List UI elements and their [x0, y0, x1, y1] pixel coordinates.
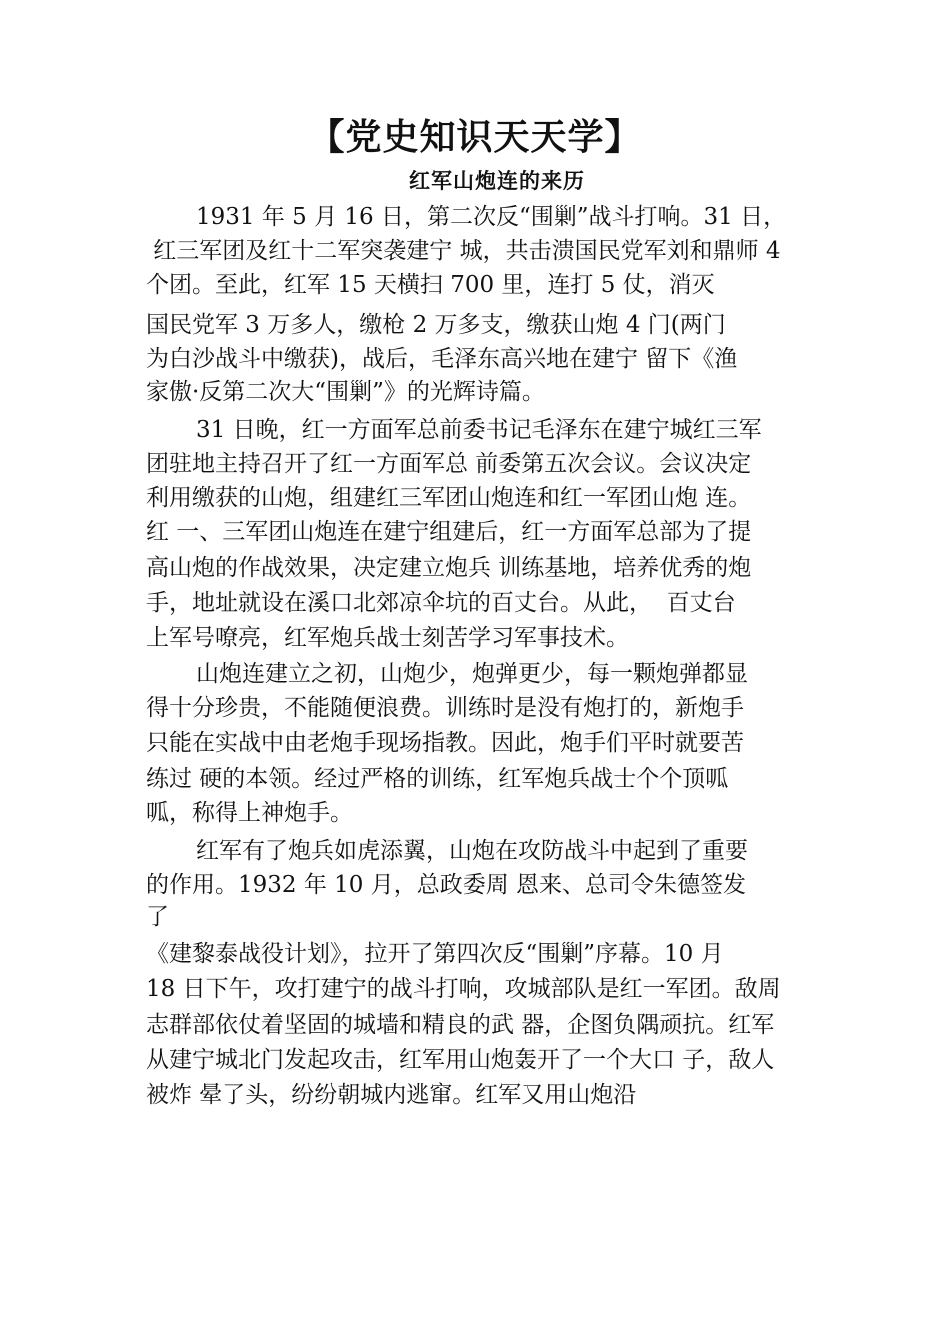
text-line: 呱，称得上神炮手。: [146, 800, 353, 826]
document-title: 【党史知识天天学】: [308, 117, 642, 158]
text-line: 利用缴获的山炮，组建红三军团山炮连和红一军团山炮 连。: [146, 485, 752, 511]
text-line: 的作用。1932 年 10 月，总政委周 恩来、总司令朱德签发: [146, 872, 747, 898]
text-line: 只能在实战中由老炮手现场指教。因此，炮手们平时就要苦: [146, 730, 744, 756]
text-line: 个团。至此，红军 15 天横扫 700 里，连打 5 仗，消灭: [146, 272, 715, 298]
text-line: 上军号嘹亮，红军炮兵战士刻苦学习军事技术。: [146, 625, 629, 651]
text-line: 志群部依仗着坚固的城墙和精良的武 器，企图负隅顽抗。红军: [146, 1012, 775, 1038]
text-line: 国民党军 3 万多人，缴枪 2 万多支，缴获山炮 4 门(两门: [146, 312, 726, 338]
text-line: 红三军团及红十二军突袭建宁 城，共击溃国民党军刘和鼎师 4: [146, 238, 781, 264]
text-line: 1931 年 5 月 16 日，第二次反“围剿”战斗打响。31 日，: [196, 204, 787, 230]
text-line: 31 日晚，红一方面军总前委书记毛泽东在建宁城红三军: [196, 417, 762, 443]
text-line: 为白沙战斗中缴获)，战后，毛泽东高兴地在建宁 留下《渔: [146, 346, 738, 372]
text-line: 18 日下午，攻打建宁的战斗打响，攻城部队是红一军团。敌周: [146, 976, 781, 1002]
text-line: 团驻地主持召开了红一方面军总 前委第五次会议。会议决定: [146, 451, 752, 477]
text-line: 手，地址就设在溪口北郊凉伞坑的百丈台。从此， 百丈台: [146, 590, 736, 616]
document-subtitle: 红军山炮连的来历: [409, 169, 585, 193]
text-line: 得十分珍贵，不能随便浪费。训练时是没有炮打的，新炮手: [146, 695, 744, 721]
text-line: 山炮连建立之初，山炮少，炮弹更少，每一颗炮弹都显: [196, 661, 748, 687]
text-line: 红 一、三军团山炮连在建宁组建后，红一方面军总部为了提: [146, 519, 752, 545]
text-line: 高山炮的作战效果，决定建立炮兵 训练基地，培养优秀的炮: [146, 555, 752, 581]
text-line: 练过 硬的本领。经过严格的训练，红军炮兵战士个个顶呱: [146, 766, 729, 792]
text-line: 了: [146, 904, 169, 930]
text-line: 《建黎泰战役计划》，拉开了第四次反“围剿”序幕。10 月: [146, 941, 724, 967]
text-line: 从建宁城北门发起攻击，红军用山炮轰开了一个大口 子，敌人: [146, 1047, 775, 1073]
text-line: 红军有了炮兵如虎添翼，山炮在攻防战斗中起到了重要: [196, 838, 748, 864]
text-line: 被炸 晕了头，纷纷朝城内逃窜。红军又用山炮沿: [146, 1082, 637, 1108]
text-line: 家傲·反第二次大“围剿”》的光辉诗篇。: [146, 379, 545, 405]
